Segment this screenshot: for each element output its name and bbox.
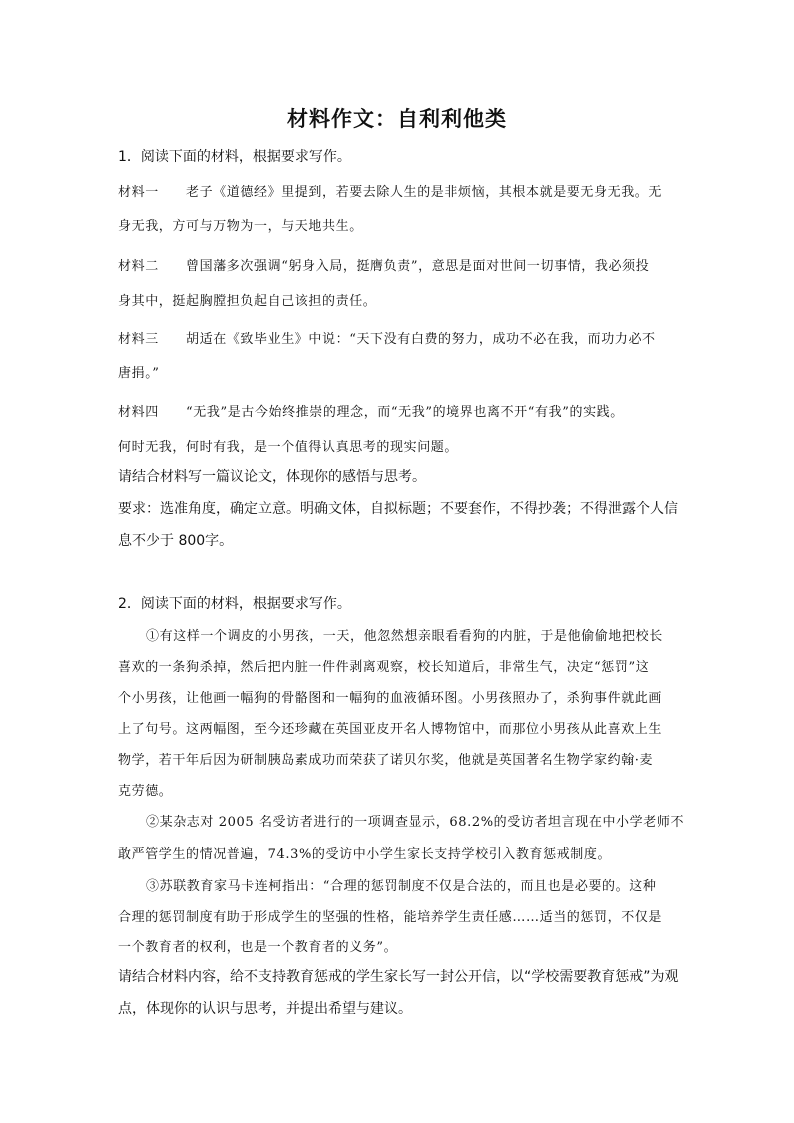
material-2-line-1: 材料二 曾国藩多次强调“躬身入局，挺膺负责”，意思是面对世间一切事情，我必须投 — [118, 259, 650, 274]
material-1-line-1: 材料一 老子《道德经》里提到，若要去除人生的是非烦恼，其根本就是要无身无我。无 — [118, 185, 663, 200]
question-1-heading: 1．阅读下面的材料，根据要求写作。 — [118, 149, 351, 165]
question-1-requirements-line-1: 要求：选准角度，确定立意。明确文体，自拟标题；不要套作，不得抄袭；不得泄露个人信 — [118, 501, 678, 517]
passage-1-line-6: 克劳德。 — [118, 784, 173, 799]
page-title: 材料作文：自利利他类 — [287, 106, 507, 131]
passage-2-line-1: ②某杂志对 2005 名受访者进行的一项调查显示，68.2%的受访者坦言现在中小学老师不 — [146, 815, 685, 830]
passage-1-line-2: 喜欢的一条狗杀掉，然后把内脏一件件剥离观察，校长知道后，非常生气，决定“惩罚”这 — [118, 660, 650, 675]
passage-2-line-2: 敢严管学生的情况普遍，74.3%的受访中小学生家长支持学校引入教育惩戒制度。 — [118, 847, 612, 862]
passage-1-line-4: 上了句号。这两幅图，至今还珍藏在英国亚皮开名人博物馆中，而那位小男孩从此喜欢上生 — [118, 722, 663, 737]
question-2-task-line-2: 点，体现你的认识与思考，并提出希望与建议。 — [118, 1001, 412, 1017]
passage-3-line-2: 合理的惩罚制度有助于形成学生的坚强的性格，能培养学生责任感……适当的惩罚，不仅是 — [118, 910, 663, 925]
material-1-line-2: 身无我，方可与万物为一，与天地共生。 — [118, 219, 363, 234]
material-4-line-1: 材料四 “无我”是古今始终推崇的理念，而“无我”的境界也离不开“有我”的实践。 — [118, 405, 624, 420]
passage-1-line-3: 个小男孩，让他画一幅狗的骨骼图和一幅狗的血液循环图。小男孩照办了，杀狗事件就此画 — [118, 691, 663, 706]
question-2-heading: 2．阅读下面的材料，根据要求写作。 — [118, 596, 351, 612]
question-1-task: 请结合材料写一篇议论文，体现你的感悟与思考。 — [118, 469, 426, 485]
material-2-line-2: 身其中，挺起胸膛担负起自己该担的责任。 — [118, 294, 377, 309]
question-2-task-line-1: 请结合材料内容，给不支持教育惩戒的学生家长写一封公开信，以“学校需要教育惩戒”为观 — [118, 969, 679, 985]
material-4-line-2: 何时无我，何时有我，是一个值得认真思考的现实问题。 — [118, 440, 459, 455]
material-3-line-2: 唐捐。” — [118, 366, 160, 381]
passage-1-line-1: ①有这样一个调皮的小男孩，一天，他忽然想亲眼看看狗的内脏，于是他偷偷地把校长 — [146, 629, 663, 644]
passage-3-line-3: 一个教育者的权利，也是一个教育者的义务”。 — [118, 940, 398, 955]
material-3-line-1: 材料三 胡适在《致毕业生》中说：“天下没有白费的努力，成功不必在我，而功力必不 — [118, 332, 656, 347]
passage-3-line-1: ③苏联教育家马卡连柯指出：“合理的惩罚制度不仅是合法的，而且也是必要的。这种 — [146, 879, 657, 894]
passage-1-line-5: 物学，若干年后因为研制胰岛素成功而荣获了诺贝尔奖，他就是英国著名生物学家约翰·麦 — [118, 753, 654, 768]
question-1-requirements-line-2: 息不少于 800字。 — [118, 533, 234, 549]
